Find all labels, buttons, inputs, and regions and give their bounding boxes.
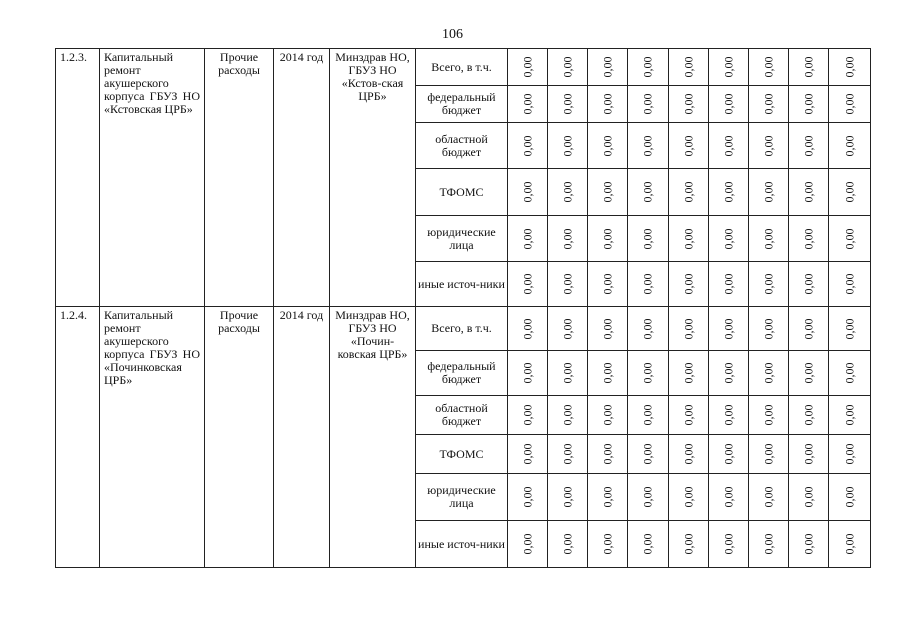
value-cell [508,307,548,351]
value-text: 0,00 [721,56,735,78]
value-text: 0,00 [640,404,655,426]
value-cell [669,396,709,435]
value-text: 0,00 [520,404,534,426]
value-text: 0,00 [600,404,614,426]
value-cell [709,123,749,169]
value-text: 0,00 [761,362,775,384]
value-cell [829,351,871,396]
value-text: 0,00 [842,533,856,555]
value-cell [669,123,709,169]
value-cell [669,307,709,351]
value-cell [749,474,789,521]
value-cell [669,521,709,568]
value-cell [749,435,789,474]
value-text: 0,00 [842,486,856,508]
value-text: 0,00 [560,135,574,156]
value-text: 0,00 [721,181,735,203]
value-cell [709,216,749,262]
value-cell [588,307,628,351]
value-text: 0,00 [681,533,695,555]
page-number: 106 [442,27,463,42]
value-text: 0,00 [560,228,574,249]
value-cell [749,169,789,216]
value-cell [709,474,749,521]
value-text: 0,00 [520,273,534,295]
expense-type: Прочие расходы [205,49,274,307]
value-text: 0,00 [801,135,815,156]
value-text: 0,00 [842,318,856,339]
value-cell [548,474,588,521]
value-text: 0,00 [560,56,574,78]
value-text: 0,00 [681,486,695,508]
value-text: 0,00 [681,362,695,384]
value-text: 0,00 [761,443,775,465]
value-cell [628,123,669,169]
value-cell [628,86,669,123]
value-text: 0,00 [721,135,735,156]
value-text: 0,00 [681,56,695,78]
value-cell [588,123,628,169]
value-cell [789,307,829,351]
value-text: 0,00 [640,318,655,339]
value-cell [669,86,709,123]
value-text: 0,00 [761,228,775,249]
value-text: 0,00 [600,56,614,78]
value-text: 0,00 [640,56,655,78]
value-cell [508,49,548,86]
value-cell [628,521,669,568]
funding-source-label: Всего, в т.ч. [416,307,508,351]
value-cell [628,169,669,216]
value-cell [709,521,749,568]
value-text: 0,00 [681,181,695,203]
value-cell [829,123,871,169]
value-cell [508,474,548,521]
value-cell [709,435,749,474]
value-text: 0,00 [520,443,534,465]
value-cell [669,262,709,307]
value-cell [749,262,789,307]
value-text: 0,00 [560,273,574,295]
value-cell [628,474,669,521]
value-cell [508,216,548,262]
value-cell [829,307,871,351]
value-cell [829,86,871,123]
value-text: 0,00 [801,228,815,249]
value-cell [749,123,789,169]
executor: Минздрав НО, ГБУЗ НО «Кстов-ская ЦРБ» [330,49,416,307]
table-row [56,49,871,86]
item-number: 1.2.4. [56,307,100,568]
value-cell [548,86,588,123]
value-cell [669,435,709,474]
value-cell [829,216,871,262]
value-cell [749,216,789,262]
value-text: 0,00 [640,228,655,249]
value-cell [789,49,829,86]
value-text: 0,00 [842,362,856,384]
value-cell [548,169,588,216]
value-cell [709,49,749,86]
value-cell [508,86,548,123]
value-cell [709,86,749,123]
value-text: 0,00 [681,318,695,339]
value-text: 0,00 [640,181,655,203]
value-cell [669,474,709,521]
value-text: 0,00 [681,443,695,465]
value-text: 0,00 [761,93,775,115]
value-cell [548,351,588,396]
value-text: 0,00 [801,443,815,465]
value-cell [669,351,709,396]
value-cell [508,351,548,396]
value-cell [789,86,829,123]
value-cell [588,396,628,435]
value-cell [829,435,871,474]
value-cell [789,351,829,396]
value-cell [588,169,628,216]
value-text: 0,00 [520,93,534,115]
value-text: 0,00 [842,443,856,465]
value-cell [588,435,628,474]
value-cell [749,86,789,123]
value-cell [669,49,709,86]
value-text: 0,00 [681,135,695,156]
value-text: 0,00 [681,228,695,249]
value-text: 0,00 [600,135,614,156]
value-cell [829,169,871,216]
value-cell [789,262,829,307]
value-text: 0,00 [600,228,614,249]
value-cell [829,262,871,307]
value-text: 0,00 [842,135,856,156]
item-name: Капитальный ремонт акушерского корпуса ГБУЗ НО «Кстовская ЦРБ» [100,49,205,307]
value-text: 0,00 [640,533,655,555]
value-text: 0,00 [761,533,775,555]
value-cell [548,435,588,474]
value-cell [829,49,871,86]
value-cell [789,396,829,435]
value-cell [548,262,588,307]
value-text: 0,00 [761,56,775,78]
value-cell [789,474,829,521]
budget-table [55,48,871,568]
item-number: 1.2.3. [56,49,100,307]
funding-source-label: федеральный бюджет [416,86,508,123]
value-cell [508,521,548,568]
value-text: 0,00 [761,404,775,426]
funding-source-label: ТФОМС [416,435,508,474]
value-cell [508,123,548,169]
value-cell [588,474,628,521]
funding-source-label: ТФОМС [416,169,508,216]
value-text: 0,00 [721,228,735,249]
value-cell [829,474,871,521]
value-cell [669,216,709,262]
funding-source-label: юридические лица [416,216,508,262]
value-text: 0,00 [721,362,735,384]
value-text: 0,00 [600,181,614,203]
value-text: 0,00 [842,404,856,426]
value-text: 0,00 [681,404,695,426]
value-cell [749,396,789,435]
value-text: 0,00 [560,486,574,508]
value-text: 0,00 [520,362,534,384]
value-text: 0,00 [640,135,655,156]
value-text: 0,00 [842,93,856,115]
value-cell [749,351,789,396]
value-cell [548,307,588,351]
value-text: 0,00 [560,181,574,203]
value-text: 0,00 [721,93,735,115]
value-text: 0,00 [721,404,735,426]
value-text: 0,00 [761,135,775,156]
value-text: 0,00 [560,404,574,426]
funding-source-label: юридические лица [416,474,508,521]
value-cell [628,396,669,435]
value-text: 0,00 [842,56,856,78]
value-text: 0,00 [520,56,534,78]
funding-source-label: федеральный бюджет [416,351,508,396]
value-text: 0,00 [520,228,534,249]
value-cell [829,521,871,568]
expense-type: Прочие расходы [205,307,274,568]
value-text: 0,00 [721,486,735,508]
value-text: 0,00 [520,533,534,555]
value-text: 0,00 [801,362,815,384]
value-text: 0,00 [520,486,534,508]
value-text: 0,00 [801,318,815,339]
value-text: 0,00 [600,486,614,508]
funding-source-label: областной бюджет [416,396,508,435]
value-text: 0,00 [600,273,614,295]
value-text: 0,00 [560,443,574,465]
value-text: 0,00 [721,533,735,555]
value-cell [789,169,829,216]
value-cell [508,262,548,307]
value-text: 0,00 [520,318,534,339]
funding-source-label: иные источ-ники [416,262,508,307]
value-text: 0,00 [761,318,775,339]
value-text: 0,00 [721,273,735,295]
value-text: 0,00 [761,181,775,203]
value-cell [709,351,749,396]
value-text: 0,00 [640,486,655,508]
value-text: 0,00 [842,228,856,249]
value-cell [749,521,789,568]
value-cell [829,396,871,435]
value-text: 0,00 [801,56,815,78]
value-cell [588,262,628,307]
value-text: 0,00 [842,181,856,203]
value-cell [548,49,588,86]
value-text: 0,00 [640,443,655,465]
value-cell [508,435,548,474]
funding-source-label: Всего, в т.ч. [416,49,508,86]
value-cell [749,49,789,86]
item-year: 2014 год [274,307,330,568]
value-cell [749,307,789,351]
value-text: 0,00 [801,404,815,426]
value-cell [628,351,669,396]
funding-source-label: иные источ-ники [416,521,508,568]
value-cell [508,169,548,216]
value-text: 0,00 [600,533,614,555]
value-text: 0,00 [640,273,655,295]
value-text: 0,00 [560,318,574,339]
value-text: 0,00 [721,318,735,339]
value-text: 0,00 [560,93,574,115]
value-text: 0,00 [600,443,614,465]
value-text: 0,00 [560,362,574,384]
value-text: 0,00 [801,486,815,508]
value-cell [709,307,749,351]
value-text: 0,00 [640,362,655,384]
value-cell [588,86,628,123]
value-cell [709,262,749,307]
value-cell [548,396,588,435]
value-text: 0,00 [721,443,735,465]
value-cell [628,262,669,307]
value-text: 0,00 [801,533,815,555]
executor: Минздрав НО, ГБУЗ НО «Почин-ковская ЦРБ» [330,307,416,568]
value-cell [789,123,829,169]
value-cell [588,521,628,568]
item-year: 2014 год [274,49,330,307]
value-text: 0,00 [640,93,655,115]
value-text: 0,00 [842,273,856,295]
value-cell [628,307,669,351]
value-cell [709,396,749,435]
value-cell [789,521,829,568]
value-text: 0,00 [761,486,775,508]
funding-source-label: областной бюджет [416,123,508,169]
value-text: 0,00 [681,273,695,295]
item-name: Капитальный ремонт акушерского корпуса ГБУЗ НО «Починковская ЦРБ» [100,307,205,568]
value-cell [628,435,669,474]
value-text: 0,00 [801,93,815,115]
value-cell [588,351,628,396]
value-text: 0,00 [600,93,614,115]
value-cell [548,123,588,169]
value-text: 0,00 [801,273,815,295]
value-cell [588,49,628,86]
value-text: 0,00 [761,273,775,295]
table-row [56,307,871,351]
value-text: 0,00 [520,135,534,156]
value-cell [508,396,548,435]
value-cell [628,216,669,262]
value-cell [548,521,588,568]
value-text: 0,00 [681,93,695,115]
value-cell [789,216,829,262]
value-cell [789,435,829,474]
value-text: 0,00 [520,181,534,203]
value-cell [669,169,709,216]
value-cell [628,49,669,86]
value-text: 0,00 [801,181,815,203]
value-cell [588,216,628,262]
value-text: 0,00 [600,318,614,339]
value-cell [709,169,749,216]
value-text: 0,00 [560,533,574,555]
value-cell [548,216,588,262]
value-text: 0,00 [600,362,614,384]
